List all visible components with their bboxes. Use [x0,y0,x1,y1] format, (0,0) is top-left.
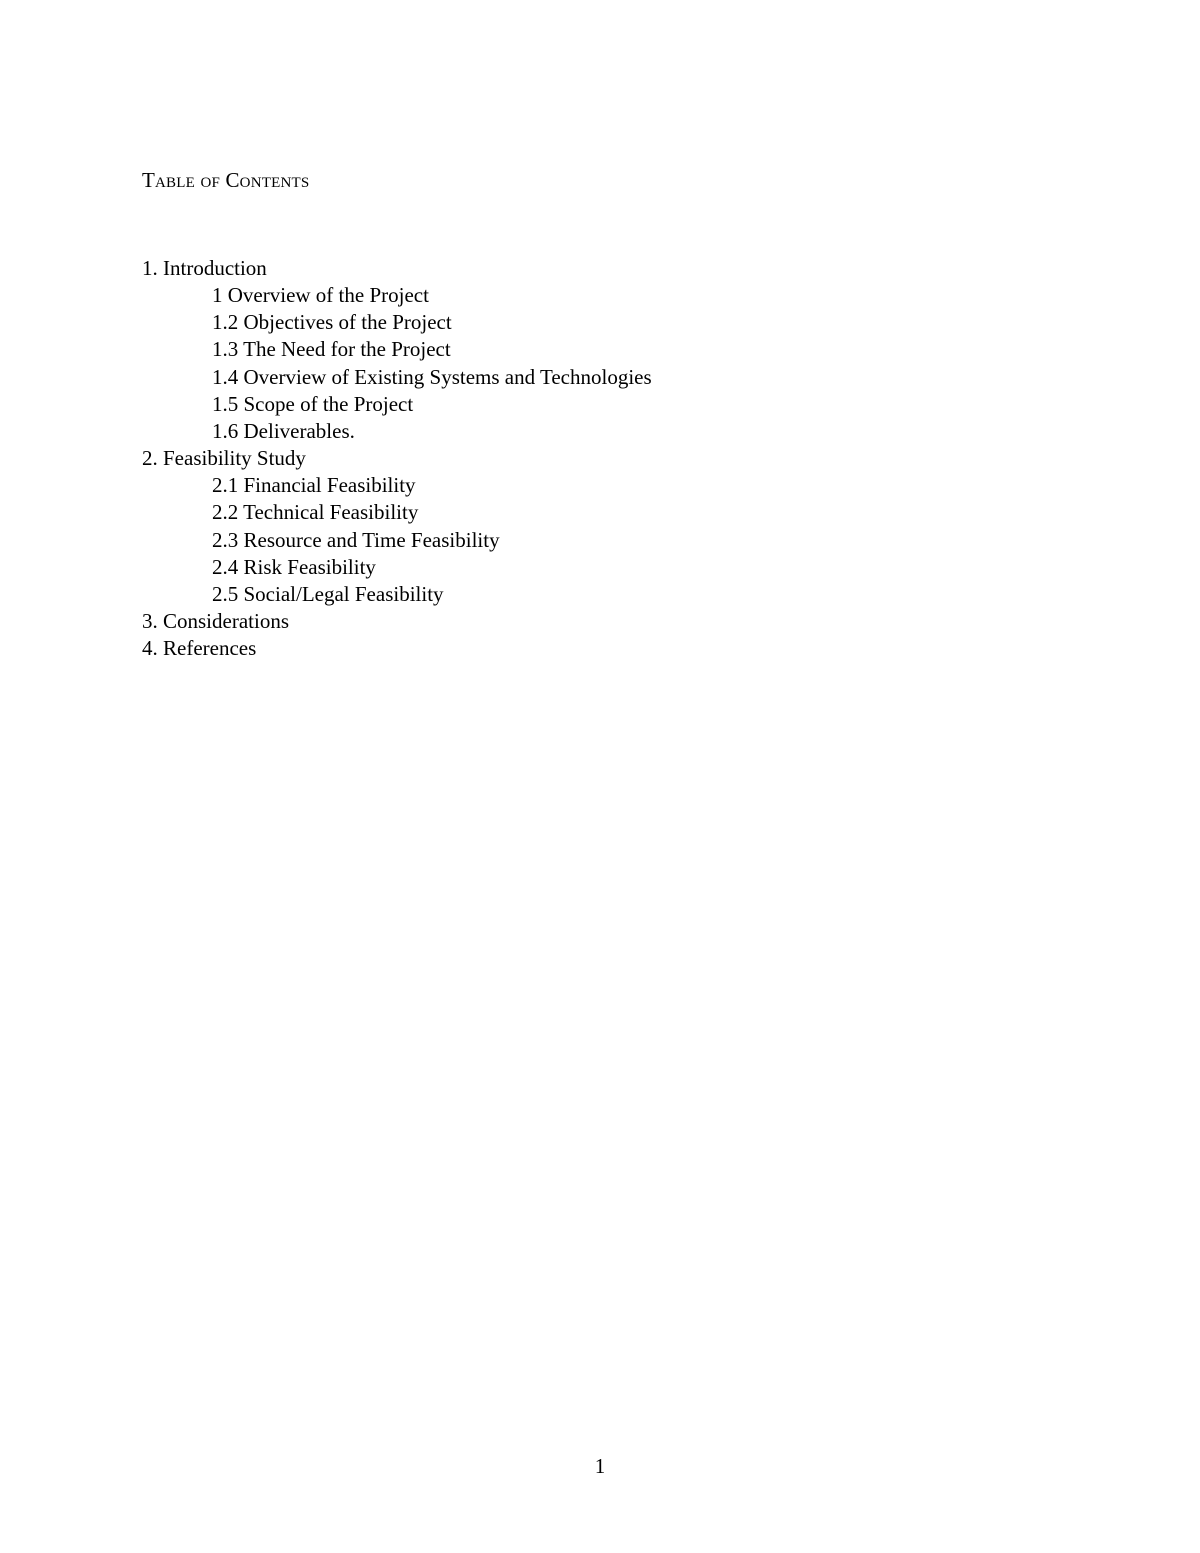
page-title: Table of Contents [142,168,310,192]
toc-entry: 1.4 Overview of Existing Systems and Technologies [212,364,652,389]
table-of-contents [142,255,652,662]
toc-entry: 2.2 Technical Feasibility [212,500,419,525]
toc-entry: 2.5 Social/Legal Feasibility [212,581,444,606]
page-number: 1 [594,1454,606,1478]
toc-entry: 1. Introduction [142,256,267,280]
toc-entry: 2.1 Financial Feasibility [212,473,416,498]
toc-entry: 2. Feasibility Study [142,446,306,471]
toc-entry: 1.5 Scope of the Project [212,391,414,416]
toc-entry: 2.3 Resource and Time Feasibility [212,527,500,552]
toc-entry: 4. References [142,636,257,661]
toc-entry: 1.6 Deliverables. [212,418,355,443]
toc-entry: 2.4 Risk Feasibility [212,554,376,579]
toc-entry: 3. Considerations [142,609,289,634]
toc-entry: 1.3 The Need for the Project [212,337,451,362]
toc-entry: 1.2 Objectives of the Project [212,310,452,335]
toc-entry: 1 Overview of the Project [212,283,429,308]
